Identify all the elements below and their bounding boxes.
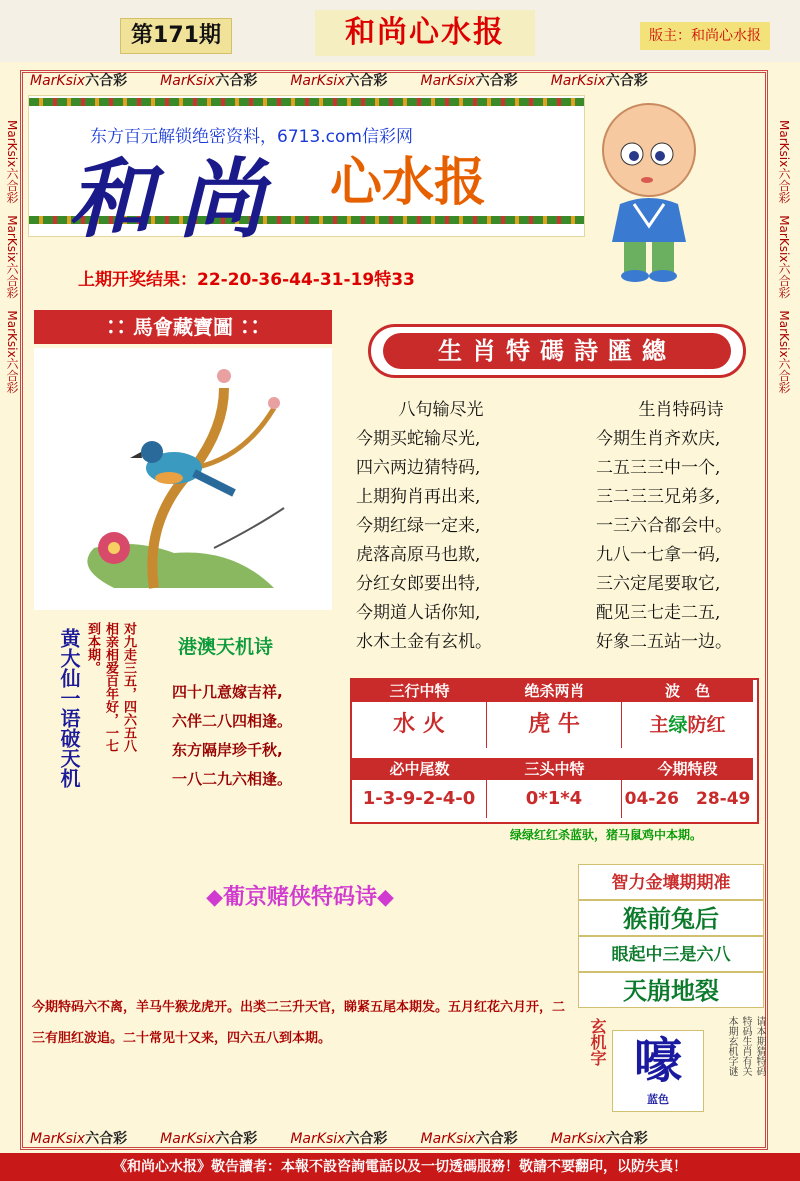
poem-title: 生肖特码诗	[638, 400, 724, 420]
xuanji-box	[612, 1030, 704, 1112]
owner-label: 版主：和尚心水报	[640, 22, 770, 50]
poem-line: 四十几意嫁吉祥,	[172, 683, 283, 701]
poem-eight-lines	[356, 396, 526, 657]
watermark-row-bottom	[30, 1128, 770, 1148]
poem-zodiac	[596, 396, 766, 657]
poem-line: 水木土金有玄机。	[356, 632, 492, 652]
gangao-title: 港澳天机诗	[178, 636, 274, 658]
watermark-right: MarKsix六合彩 MarKsix六合彩 MarKsix六合彩	[777, 120, 791, 394]
paper-title: 和尚心水报	[315, 10, 535, 56]
lucky-line: 绿绿红红杀蓝驮，猪马鼠鸡中本期。	[510, 828, 703, 842]
poem-line: 四六两边猜特码,	[356, 458, 481, 478]
value-three-heads: 0*1*4	[487, 780, 622, 818]
poem-line: 今期买蛇输尽光,	[356, 429, 481, 449]
header-three-elements: 三行中特	[352, 680, 487, 702]
watermark-left: MarKsix六合彩 MarKsix六合彩 MarKsix六合彩	[5, 120, 19, 394]
header-wave-color: 波 色	[622, 680, 753, 702]
watermark: MarKsix六合彩	[550, 73, 648, 89]
poem-line: 上期狗肖再出来,	[356, 487, 481, 507]
footer-notice: 《和尚心水报》敬告讀者：本報不設咨詢電話以及一切透碼服務！敬請不要翻印，以防失真！	[0, 1153, 800, 1181]
header-three-heads: 三头中特	[487, 758, 622, 780]
poem-line: 六伴二八四相逢。	[172, 712, 293, 730]
watermark: MarKsix六合彩	[30, 1131, 128, 1147]
bird-branch-illustration	[34, 348, 332, 610]
banner-small-title: 心水报	[330, 152, 487, 213]
poem-line: 九八一七拿一码,	[596, 545, 721, 565]
poem-line: 三六定尾要取它,	[596, 574, 721, 594]
huang-col-1: 相亲相爱百年好，一七	[103, 622, 118, 752]
watermark: MarKsix六合彩	[420, 1131, 518, 1147]
right-box-1: 智力金壤期期准	[578, 864, 764, 900]
value-kill-zodiac: 虎 牛	[487, 702, 622, 748]
poem-line: 今期生肖齐欢庆,	[596, 429, 721, 449]
watermark: MarKsix六合彩	[290, 73, 388, 89]
aomen-title: ◆葡京赌侠特码诗◆	[206, 885, 394, 910]
watermark: MarKsix六合彩	[160, 73, 258, 89]
xuanji-hint-1: 请本期猜特码	[754, 1016, 765, 1076]
right-box-3: 眼起中三是六八	[578, 936, 764, 972]
value-special-range: 04-26 28-49	[624, 789, 751, 809]
xuanji-hint-2: 特码生肖有关	[740, 1016, 751, 1076]
xuanji-label: 玄机字	[588, 1018, 607, 1066]
poem-line: 三二三三兄弟多,	[596, 487, 721, 507]
poem-line: 二五三三中一个,	[596, 458, 721, 478]
poem-line: 今期红绿一定来,	[356, 516, 481, 536]
monk-mascot-illustration	[590, 92, 708, 288]
mahui-title: ∷ 馬會藏寶圖 ∷	[34, 310, 332, 344]
poem-line: 一三六合都会中。	[596, 516, 732, 536]
right-box-4: 天崩地裂	[578, 972, 764, 1008]
aomen-poem: 今期特码六不离，羊马牛猴龙虎开。出类二三升天官，睇紧五尾本期发。五月红花六月开，二三有胆红波追。二十常见十又来，四六五八到本期。	[32, 1000, 566, 1046]
poem-line: 配见三七走二五,	[596, 603, 721, 623]
watermark: MarKsix六合彩	[290, 1131, 388, 1147]
issue-number: 第171期	[120, 18, 232, 54]
huang-col-3: 到本期。	[85, 622, 100, 674]
xuanji-sub: 蓝色	[647, 1093, 669, 1106]
banner-big-title: 和尚	[68, 149, 288, 250]
poem-line: 一八二九六相逢。	[172, 770, 293, 788]
watermark: MarKsix六合彩	[160, 1131, 258, 1147]
huang-col-2: 对九走三五，四六五八	[121, 622, 136, 752]
ad-text[interactable]: 东方百元解锁绝密资料，6713.com信彩网	[90, 127, 413, 147]
prediction-table	[350, 678, 759, 824]
watermark: MarKsix六合彩	[420, 73, 518, 89]
header-kill-zodiac: 绝杀两肖	[487, 680, 622, 702]
gangao-poem	[172, 678, 332, 794]
watermark: MarKsix六合彩	[550, 1131, 648, 1147]
poem-line: 东方隔岸珍千秋,	[172, 741, 283, 759]
value-wave-color: 主绿防红	[649, 714, 726, 736]
header-special-range: 今期特段	[622, 758, 753, 780]
right-box-2: 猴前兔后	[578, 900, 764, 936]
last-result: 上期开奖结果：22-20-36-44-31-19特33	[78, 270, 415, 290]
xuanji-hint-3: 本期玄机字谜	[726, 1016, 737, 1076]
poem-line: 分红女郎要出特,	[356, 574, 481, 594]
watermark: MarKsix六合彩	[30, 73, 128, 89]
poem-line: 今期道人话你知,	[356, 603, 481, 623]
poem-title: 八句输尽光	[398, 400, 484, 420]
poems-section-title: 生肖特碼詩匯總	[368, 324, 746, 378]
poem-line: 好象二五站一边。	[596, 632, 732, 652]
poem-line: 虎落高原马也欺,	[356, 545, 481, 565]
xuanji-char: 嚎	[633, 1033, 682, 1089]
header-tail-numbers: 必中尾数	[352, 758, 487, 780]
value-three-elements: 水 火	[352, 702, 487, 748]
value-tail-numbers: 1-3-9-2-4-0	[352, 780, 487, 818]
vine-top	[29, 98, 584, 106]
huang-title: 黄大仙一语破天机	[57, 628, 81, 788]
watermark-row-top	[30, 70, 770, 90]
